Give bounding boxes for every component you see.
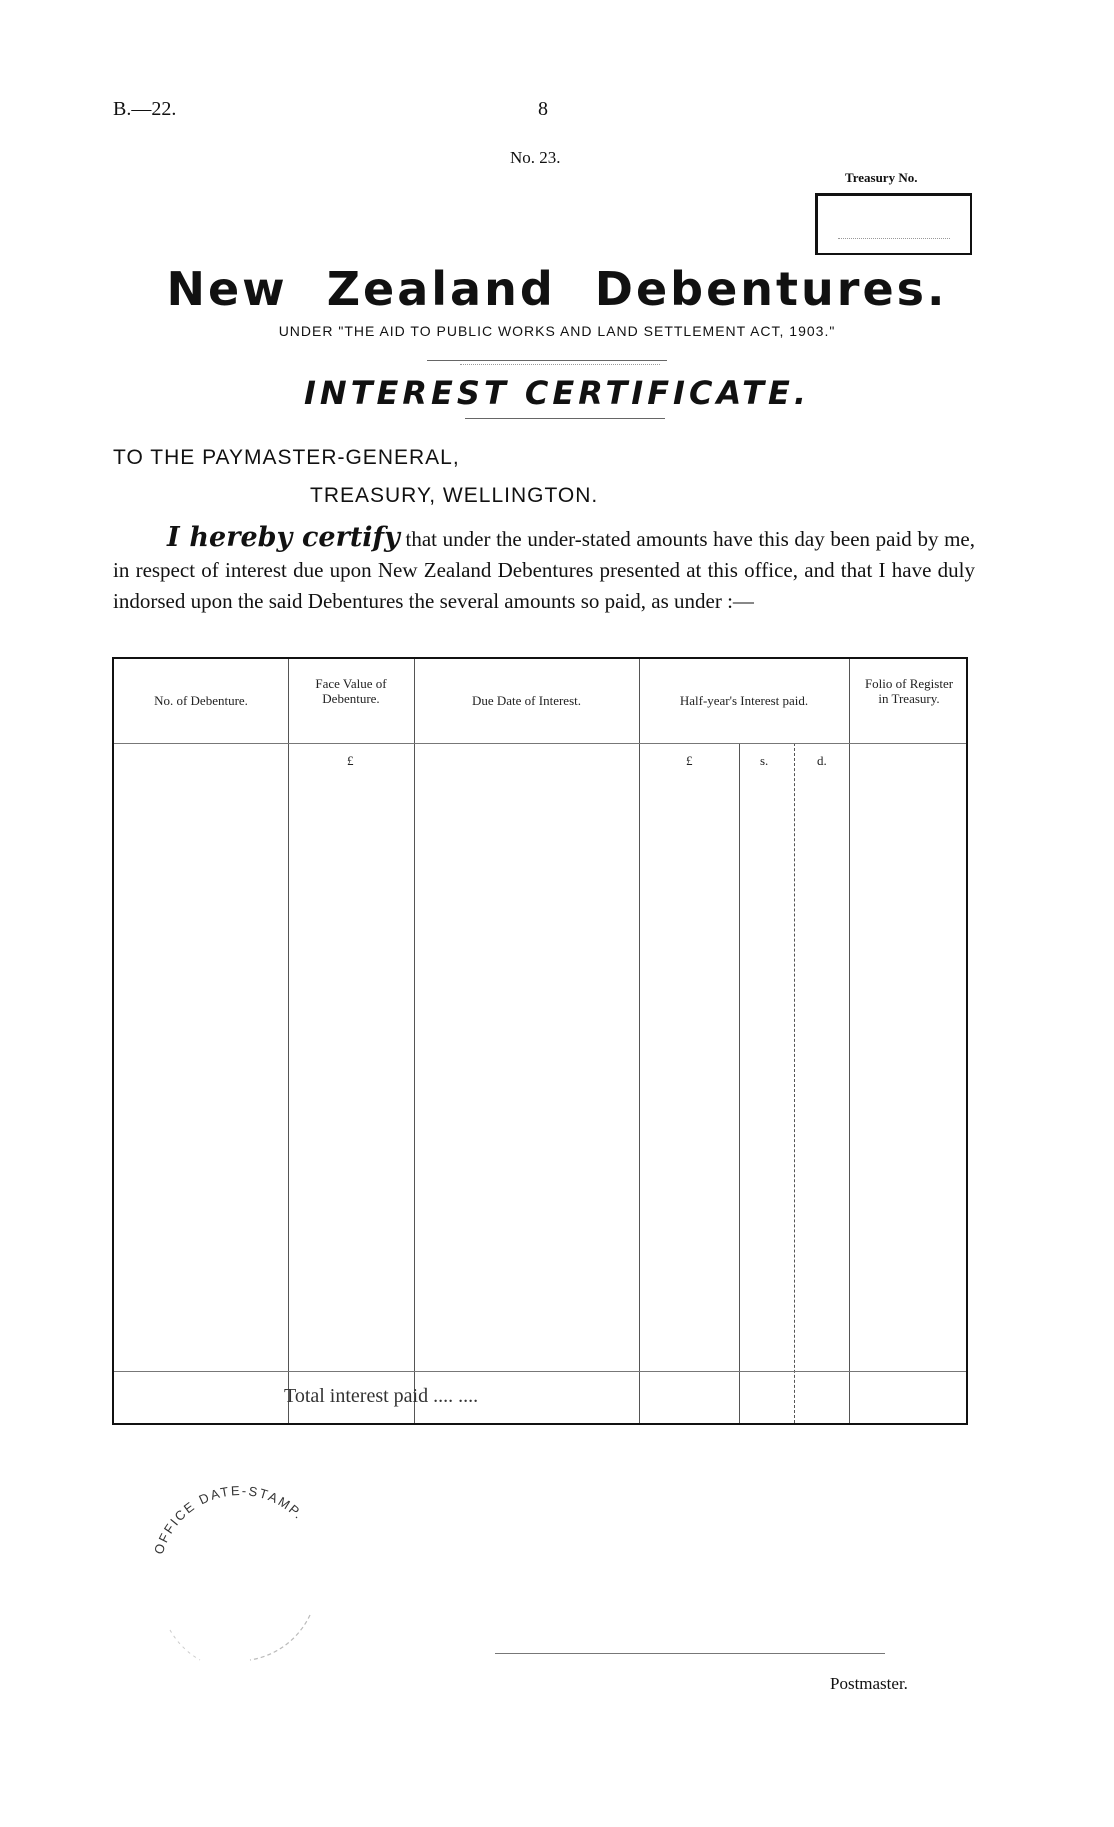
column-divider xyxy=(288,659,289,1423)
interest-shillings-unit: s. xyxy=(760,753,769,768)
column-header-due-date: Due Date of Interest. xyxy=(471,693,581,708)
stamp-ring xyxy=(140,1455,340,1675)
page-reference: B.—22. xyxy=(113,98,177,120)
act-subtitle: UNDER "THE AID TO PUBLIC WORKS AND LAND SETTLEMENT ACT, 1903." xyxy=(278,323,836,339)
document-title: New Zealand Debentures. xyxy=(166,262,948,316)
interest-pence-unit: d. xyxy=(817,753,827,768)
signature-label: Postmaster. xyxy=(830,1674,908,1693)
column-divider xyxy=(849,659,850,1423)
form-number: No. 23. xyxy=(510,148,561,167)
certification-paragraph xyxy=(113,522,975,617)
office-date-stamp xyxy=(140,1455,340,1675)
certification-lead: I hereby certify xyxy=(167,522,400,553)
header-rule xyxy=(114,743,966,744)
treasury-number-label: Treasury No. xyxy=(845,170,918,185)
address-line-1: TO THE PAYMASTER-GENERAL, xyxy=(113,446,460,469)
column-header-interest-paid: Half-year's Interest paid. xyxy=(679,693,809,708)
total-rule xyxy=(114,1371,966,1372)
column-header-folio: Folio of Register in Treasury. xyxy=(864,676,954,706)
page-number: 8 xyxy=(538,98,548,120)
face-value-unit: £ xyxy=(347,753,354,768)
total-interest-label: Total interest paid .... .... xyxy=(284,1385,479,1407)
column-header-face-value: Face Value of Debenture. xyxy=(315,676,387,706)
divider xyxy=(427,360,667,361)
column-header-debenture-no: No. of Debenture. xyxy=(154,693,248,708)
signature-line[interactable] xyxy=(495,1653,885,1654)
svg-text:OFFICE DATE-STAMP. xyxy=(151,1483,307,1556)
certificate-title: INTEREST CERTIFICATE. xyxy=(304,374,810,412)
interest-ledger-table xyxy=(112,657,968,1425)
address-line-2: TREASURY, WELLINGTON. xyxy=(310,484,599,507)
column-divider xyxy=(639,659,640,1423)
certification-text: that under the under-stated amounts have this day been paid by me, in respect of interest due upon New Zealand Debentures presented at this office, and that I have duly indorsed upon the said Debentures the several amounts so paid, as under :— xyxy=(113,527,975,613)
divider xyxy=(460,364,660,365)
column-divider xyxy=(794,743,795,1423)
divider xyxy=(465,418,665,419)
treasury-number-box[interactable] xyxy=(815,193,972,255)
interest-pounds-unit: £ xyxy=(686,753,693,768)
column-divider xyxy=(739,743,740,1423)
column-divider xyxy=(414,659,415,1423)
stamp-text: OFFICE DATE-STAMP. xyxy=(150,1482,308,1557)
